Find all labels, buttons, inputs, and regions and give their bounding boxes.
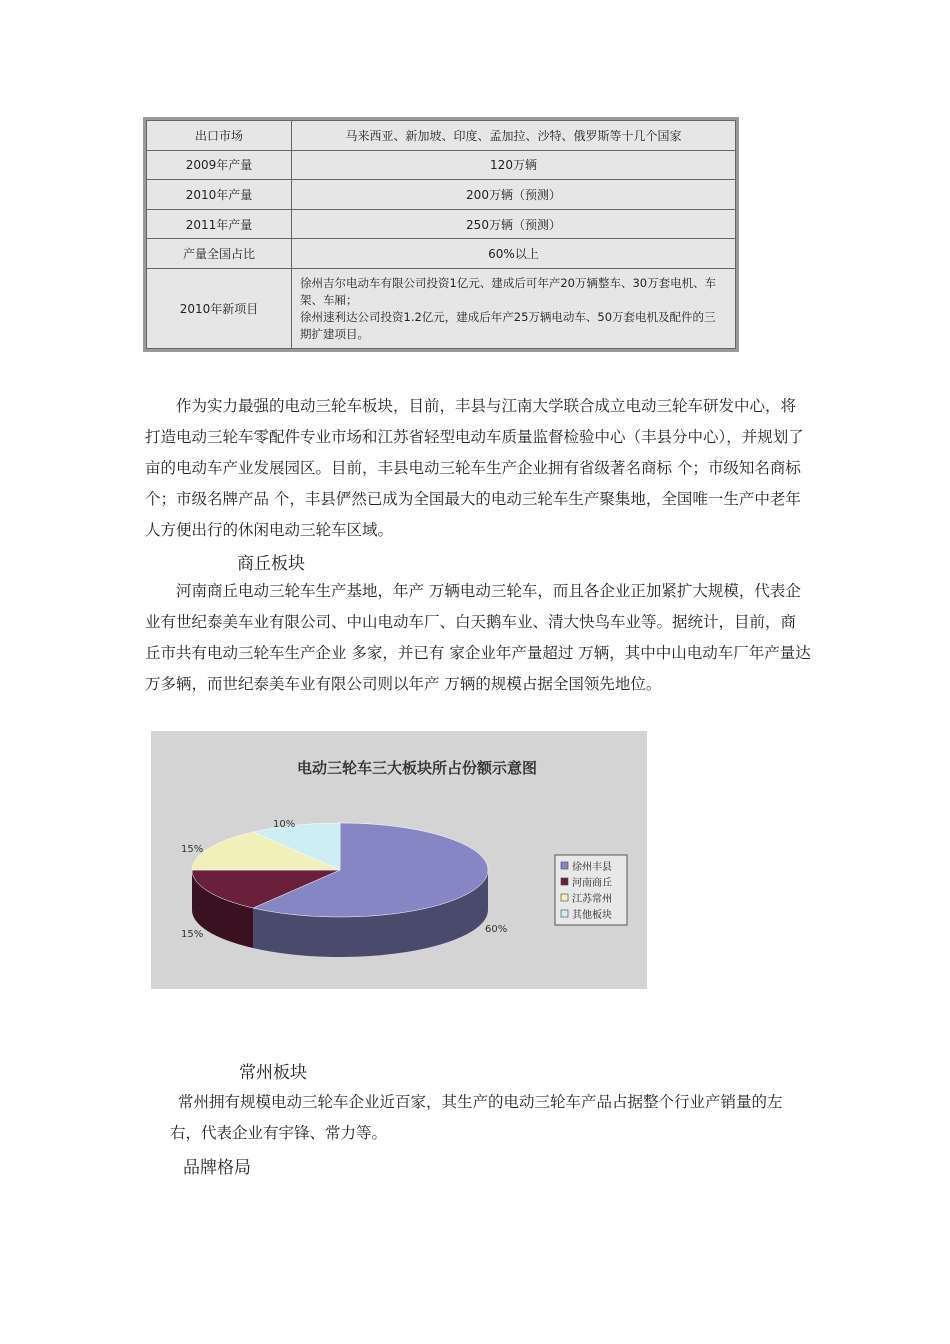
row-label: 2010年产量 xyxy=(147,180,292,210)
production-table-frame xyxy=(143,117,739,352)
data-label-4: 10% xyxy=(273,819,296,830)
legend-item-1: 徐州丰县 xyxy=(572,862,612,873)
row-label: 出口市场 xyxy=(147,121,292,151)
heading-shangqiu: 商丘板块 xyxy=(237,554,305,574)
table-row xyxy=(147,209,736,239)
paragraph-fengxian: 作为实力最强的电动三轮车板块，目前，丰县与江南大学联合成立电动三轮车研发中心，将打造电动三轮车零配件专业市场和江苏省轻型电动车质量监督检验中心（丰县分中心），并规划了 亩的电动车产业发展园区。目前，丰县电动三轮车生产企业拥有省级著名商标 个；市级知名商标 个；市级名牌产品 个，丰县俨然已成为全国最大的电动三轮车生产聚集地，全国唯一生产中老年人方便出行的休闲电动三轮车区域。 xyxy=(145,397,804,539)
table-row xyxy=(147,121,736,151)
table-row xyxy=(147,150,736,180)
heading-brand: 品牌格局 xyxy=(183,1158,251,1178)
chart-legend xyxy=(555,855,627,925)
row-value: 120万辆 xyxy=(292,150,736,180)
market-share-chart xyxy=(151,731,647,989)
project-line-1: 徐州吉尔电动车有限公司投资1亿元、建成后可年产20万辆整车、30万套电机、车架、车厢； xyxy=(300,275,717,307)
row-value: 200万辆（预测） xyxy=(292,180,736,210)
row-label: 2011年产量 xyxy=(147,209,292,239)
legend-swatch-4 xyxy=(561,910,568,917)
data-label-3: 15% xyxy=(181,844,204,855)
legend-swatch-1 xyxy=(561,862,568,869)
chart-title: 电动三轮车三大板块所占份额示意图 xyxy=(297,759,538,777)
pie-chart-svg xyxy=(151,731,647,989)
row-label: 2009年产量 xyxy=(147,150,292,180)
legend-swatch-2 xyxy=(561,878,568,885)
paragraph-shangqiu: 河南商丘电动三轮车生产基地，年产 万辆电动三轮车，而且各企业正加紧扩大规模，代表企业有世纪泰美车业有限公司、中山电动车厂、白天鹅车业、清大快鸟车业等。据统计，目前，商丘市共有电动三轮车生产企业 多家，并已有 家企业年产量超过 万辆，其中中山电动车厂年产量达 万多辆，而世纪泰美车业有限公司则以年产 万辆的规模占据全国领先地位。 xyxy=(145,582,811,693)
data-label-2: 15% xyxy=(181,929,204,940)
row-label: 产量全国占比 xyxy=(147,239,292,269)
legend-item-2: 河南商丘 xyxy=(572,878,612,889)
project-line-2: 徐州速利达公司投资1.2亿元，建成后年产25万辆电动车、50万套电机及配件的三期扩建项目。 xyxy=(300,309,716,341)
legend-swatch-3 xyxy=(561,894,568,901)
row-value: 250万辆（预测） xyxy=(292,209,736,239)
legend-item-3: 江苏常州 xyxy=(572,894,612,905)
table-row xyxy=(147,239,736,269)
legend-item-4: 其他板块 xyxy=(572,910,612,921)
data-label-1: 60% xyxy=(485,924,508,935)
row-value: 60%以上 xyxy=(292,239,736,269)
heading-changzhou: 常州板块 xyxy=(239,1063,307,1083)
production-table xyxy=(146,120,736,349)
paragraph-changzhou: 常州拥有规模电动三轮车企业近百家，其生产的电动三轮车产品占据整个行业产销量的左右，代表企业有宇锋、常力等。 xyxy=(170,1093,783,1142)
table-row xyxy=(147,269,736,349)
row-value xyxy=(292,269,736,349)
row-value: 马来西亚、新加坡、印度、孟加拉、沙特、俄罗斯等十几个国家 xyxy=(292,121,736,151)
table-row xyxy=(147,180,736,210)
row-label: 2010年新项目 xyxy=(147,269,292,349)
